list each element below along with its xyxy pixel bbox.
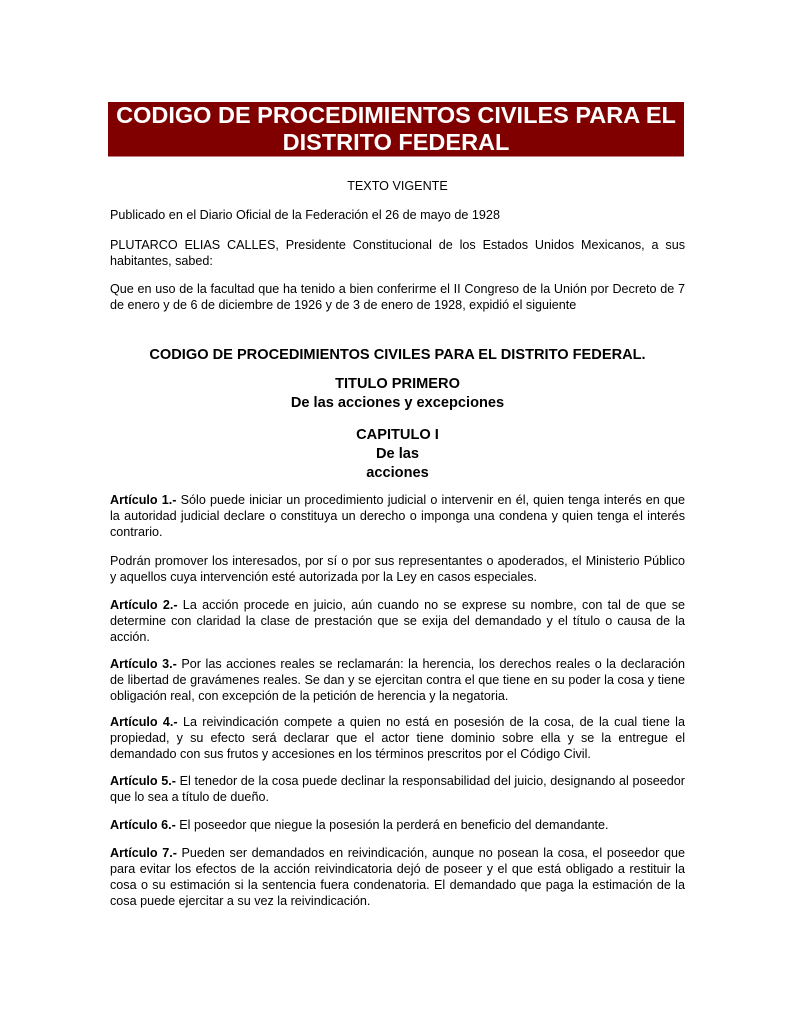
article-text: La reivindicación compete a quien no está en posesión de la cosa, de la cual tiene la propiedad, y su efecto será declarar que el actor tiene dominio sobre ella y se la entregue el demandado con sus frutos y accesiones en los términos prescritos por el Código Civil. [110, 715, 685, 761]
publication-note: Publicado en el Diario Oficial de la Federación el 26 de mayo de 1928 [110, 208, 500, 222]
title-line-2: DISTRITO FEDERAL [282, 129, 510, 155]
article-text: El poseedor que niegue la posesión la perderá en beneficio del demandante. [175, 818, 609, 832]
capitulo-name-1: De las [376, 446, 419, 462]
capitulo-heading [110, 426, 685, 483]
article-label: Artículo 7.- [110, 846, 177, 860]
article-text: Por las acciones reales se reclamarán: la herencia, los derechos reales o la declaración de libertad de gravámenes reales. Se dan y se ejercitan contra el que tiene en su poder la cosa y tiene obligación real, con excepción de la petición de herencia y la negatoria. [110, 657, 685, 703]
article-text: El tenedor de la cosa puede declinar la responsabilidad del juicio, designando al poseedor que lo sea a título de dueño. [110, 774, 685, 804]
article-label: Artículo 2.- [110, 598, 178, 612]
intro-paragraph-1: PLUTARCO ELIAS CALLES, Presidente Constitucional de los Estados Unidos Mexicanos, a sus habitantes, sabed: [110, 238, 685, 268]
article-label: Artículo 5.- [110, 774, 176, 788]
article-3 [110, 656, 685, 704]
capitulo-number: CAPITULO I [356, 427, 439, 443]
article-label: Artículo 3.- [110, 657, 177, 671]
article-7 [110, 845, 685, 909]
code-heading: CODIGO DE PROCEDIMIENTOS CIVILES PARA EL DISTRITO FEDERAL. [149, 347, 646, 363]
article-text: La acción procede en juicio, aún cuando no se exprese su nombre, con tal de que se determine con claridad la clase de prestación que se exija del demandado y el título o causa de la acción. [110, 598, 685, 644]
article-text: Podrán promover los interesados, por sí o por sus representantes o apoderados, el Ministerio Público y aquellos cuya intervención esté autorizada por la Ley en casos especiales. [110, 554, 685, 584]
article-label: Artículo 4.- [110, 715, 178, 729]
article-text: Pueden ser demandados en reivindicación, aunque no posean la cosa, el poseedor que para evitar los efectos de la acción reivindicatoria dejó de poseer y el que está obligado a restituir la cosa o su estimación si la sentencia fuera condenatoria. El demandado que paga la estimación de la cosa puede ejercitar a su vez la reivindicación. [110, 846, 685, 908]
article-5 [110, 773, 685, 805]
article-text: Sólo puede iniciar un procedimiento judicial o intervenir en él, quien tenga interés en que la autoridad judicial declare o constituya un derecho o imponga una condena y quien tenga el interés contrario. [110, 493, 685, 539]
document-title-banner [108, 102, 684, 157]
article-1 [110, 492, 685, 540]
titulo-name: De las acciones y excepciones [290, 395, 505, 411]
article-6 [110, 817, 685, 833]
article-2 [110, 597, 685, 645]
article-label: Artículo 6.- [110, 818, 176, 832]
title-line-1: CODIGO DE PROCEDIMIENTOS CIVILES PARA EL [116, 102, 676, 128]
article-label: Artículo 1.- [110, 493, 177, 507]
article-1-paragraph-2 [110, 553, 685, 585]
article-4 [110, 714, 685, 762]
capitulo-name-2: acciones [366, 465, 429, 481]
status-text: TEXTO VIGENTE [347, 179, 448, 193]
titulo-number: TITULO PRIMERO [335, 376, 460, 392]
intro-paragraph-2: Que en uso de la facultad que ha tenido a bien conferirme el II Congreso de la Unión por Decreto de 7 de enero y de 6 de diciembre de 1926 y de 3 de enero de 1928, expidió el siguiente [110, 282, 685, 312]
titulo-heading [110, 375, 685, 413]
